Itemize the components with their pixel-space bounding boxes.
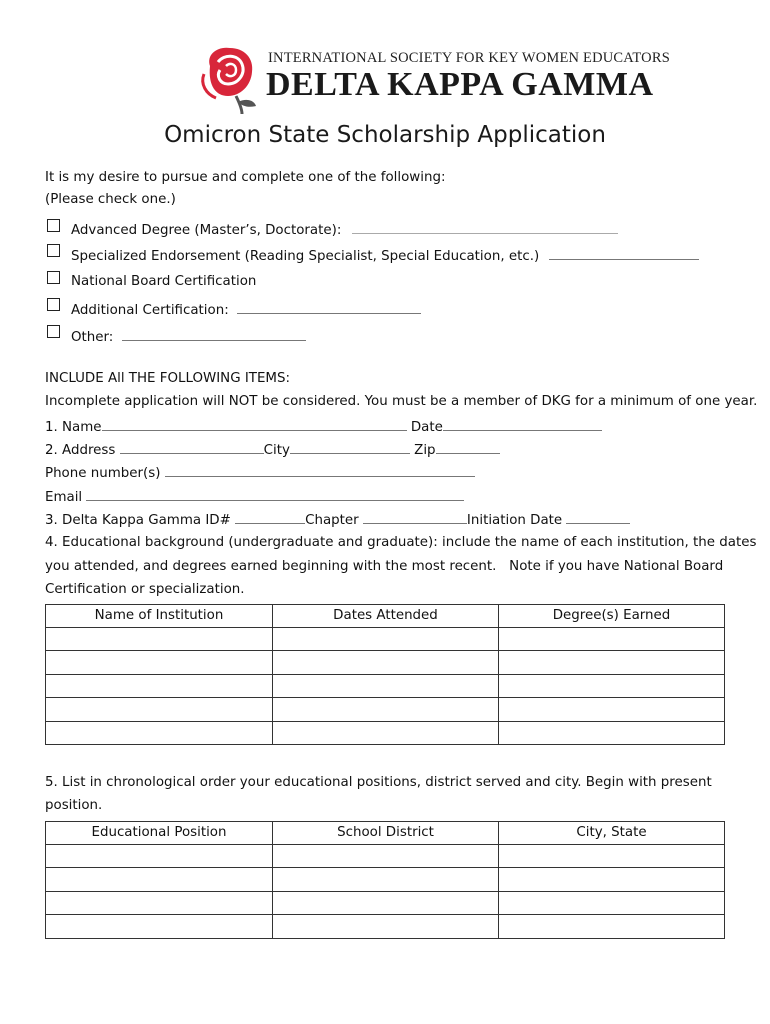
address-field[interactable] — [120, 441, 264, 454]
email-field[interactable] — [86, 488, 464, 501]
col-degrees-earned: Degree(s) Earned — [499, 605, 725, 628]
table-cell[interactable] — [273, 845, 499, 868]
table-cell[interactable] — [273, 698, 499, 721]
city-field[interactable] — [290, 441, 410, 454]
other-row — [71, 328, 306, 346]
initiation-date-field[interactable] — [566, 511, 630, 524]
education-header-row — [46, 605, 725, 628]
include-heading: INCLUDE All THE FOLLOWING ITEMS: — [45, 371, 290, 386]
specialized-endorsement-label: Specialized Endorsement (Reading Specialist, Special Education, etc.) — [71, 249, 540, 264]
table-cell[interactable] — [273, 868, 499, 891]
positions-table — [45, 821, 725, 939]
table-row — [46, 845, 725, 868]
date-field[interactable] — [443, 418, 602, 431]
phone-field[interactable] — [165, 464, 475, 477]
education-instructions-2: you attended, and degrees earned beginning with the most recent. Note if you have National Board — [45, 559, 724, 574]
table-row — [46, 915, 725, 938]
education-instructions-1: 4. Educational background (undergraduate and graduate): include the name of each institution, the dates — [45, 535, 757, 550]
table-row — [46, 891, 725, 914]
table-row — [46, 721, 725, 744]
table-cell[interactable] — [46, 651, 273, 674]
dkg-wordmark: DELTA KAPPA GAMMA — [266, 66, 654, 103]
zip-field[interactable] — [436, 441, 500, 454]
education-table — [45, 604, 725, 745]
national-board-checkbox[interactable] — [47, 271, 60, 284]
advanced-degree-label: Advanced Degree (Master’s, Doctorate): — [71, 223, 342, 238]
phone-row — [45, 464, 475, 482]
positions-header-row — [46, 822, 725, 845]
other-field[interactable] — [122, 328, 306, 341]
positions-instructions-2: position. — [45, 798, 103, 813]
chapter-field[interactable] — [363, 511, 467, 524]
chapter-label: Chapter — [305, 513, 359, 528]
table-cell[interactable] — [46, 868, 273, 891]
other-label: Other: — [71, 330, 114, 345]
email-row — [45, 488, 464, 506]
org-name: INTERNATIONAL SOCIETY FOR KEY WOMEN EDUCATORS — [268, 50, 670, 66]
col-city-state: City, State — [499, 822, 725, 845]
table-row — [46, 651, 725, 674]
table-cell[interactable] — [46, 891, 273, 914]
table-cell[interactable] — [273, 915, 499, 938]
name-date-row — [45, 418, 602, 436]
dkg-id-field[interactable] — [235, 511, 305, 524]
table-cell[interactable] — [46, 628, 273, 651]
table-cell[interactable] — [273, 721, 499, 744]
col-educational-position: Educational Position — [46, 822, 273, 845]
dkg-id-row — [45, 511, 630, 529]
intro-line-2: (Please check one.) — [45, 192, 176, 207]
table-cell[interactable] — [499, 868, 725, 891]
col-school-district: School District — [273, 822, 499, 845]
intro-line-1: It is my desire to pursue and complete one of the following: — [45, 170, 446, 185]
additional-certification-checkbox[interactable] — [47, 298, 60, 311]
table-cell[interactable] — [46, 845, 273, 868]
dkg-logo — [196, 44, 670, 114]
date-label: Date — [410, 420, 443, 435]
zip-label: Zip — [414, 443, 436, 458]
phone-label: Phone number(s) — [45, 466, 161, 481]
address-label: 2. Address — [45, 443, 116, 458]
name-field[interactable] — [102, 418, 407, 431]
specialized-endorsement-field[interactable] — [549, 247, 699, 260]
table-cell[interactable] — [499, 721, 725, 744]
advanced-degree-checkbox[interactable] — [47, 219, 60, 232]
page-title: Omicron State Scholarship Application — [164, 122, 606, 148]
col-dates-attended: Dates Attended — [273, 605, 499, 628]
table-row — [46, 628, 725, 651]
table-cell[interactable] — [46, 698, 273, 721]
rose-icon — [196, 44, 262, 114]
table-cell[interactable] — [499, 674, 725, 697]
table-cell[interactable] — [273, 674, 499, 697]
table-cell[interactable] — [273, 651, 499, 674]
other-checkbox[interactable] — [47, 325, 60, 338]
national-board-label: National Board Certification — [71, 274, 257, 289]
additional-certification-label: Additional Certification: — [71, 303, 229, 318]
table-row — [46, 868, 725, 891]
advanced-degree-row — [71, 221, 618, 239]
table-cell[interactable] — [499, 891, 725, 914]
positions-instructions-1: 5. List in chronological order your educational positions, district served and city. Begin with present — [45, 775, 712, 790]
additional-certification-field[interactable] — [237, 301, 421, 314]
specialized-endorsement-row — [71, 247, 699, 265]
table-cell[interactable] — [499, 698, 725, 721]
table-cell[interactable] — [273, 891, 499, 914]
education-instructions-3: Certification or specialization. — [45, 582, 245, 597]
table-cell[interactable] — [46, 674, 273, 697]
specialized-endorsement-checkbox[interactable] — [47, 244, 60, 257]
table-cell[interactable] — [46, 915, 273, 938]
table-cell[interactable] — [46, 721, 273, 744]
additional-certification-row — [71, 301, 421, 319]
table-row — [46, 674, 725, 697]
table-row — [46, 698, 725, 721]
table-cell[interactable] — [499, 845, 725, 868]
table-cell[interactable] — [499, 651, 725, 674]
table-cell[interactable] — [499, 628, 725, 651]
city-label: City — [263, 443, 290, 458]
advanced-degree-field[interactable] — [352, 221, 618, 234]
initiation-date-label: Initiation Date — [466, 513, 563, 528]
name-label: 1. Name — [45, 420, 102, 435]
incomplete-note: Incomplete application will NOT be considered. You must be a member of DKG for a minimum of one year. — [45, 394, 758, 409]
email-label: Email — [45, 490, 83, 505]
table-cell[interactable] — [273, 628, 499, 651]
table-cell[interactable] — [499, 915, 725, 938]
dkg-id-label: 3. Delta Kappa Gamma ID# — [45, 513, 231, 528]
col-institution: Name of Institution — [46, 605, 273, 628]
address-row — [45, 441, 500, 459]
